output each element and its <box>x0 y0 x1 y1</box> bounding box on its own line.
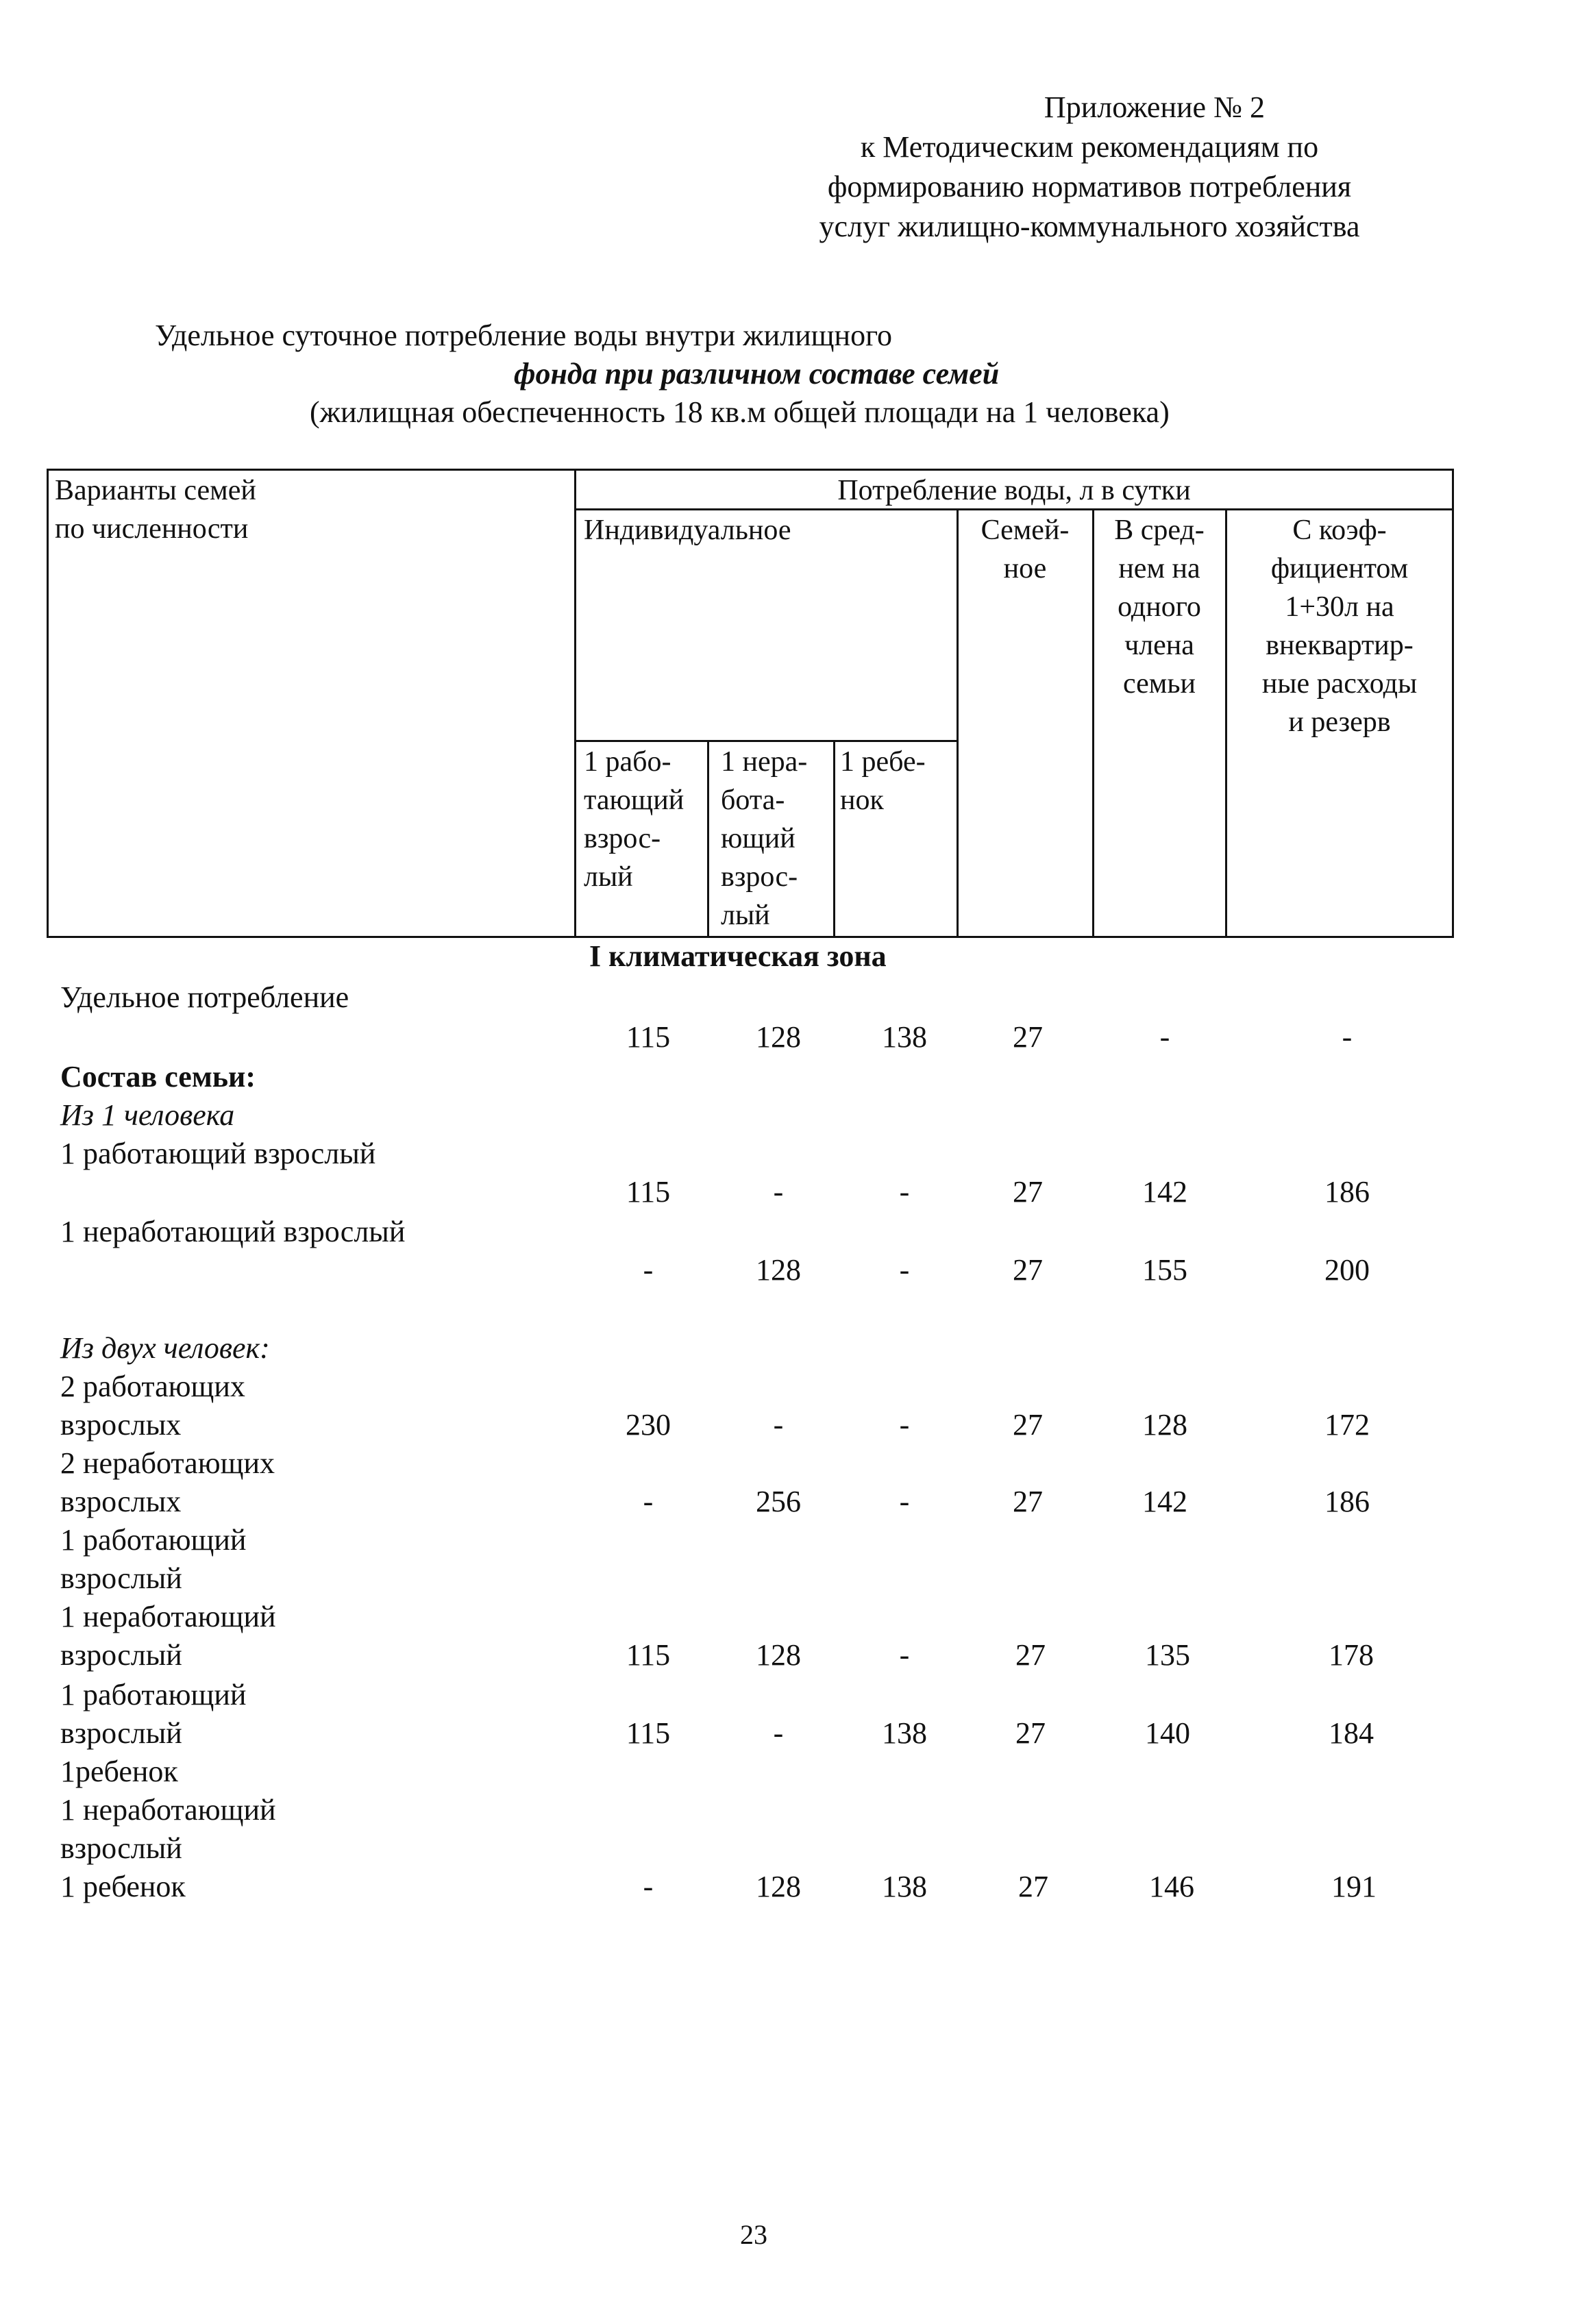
value-average: 135 <box>1145 1638 1190 1672</box>
value-child: - <box>899 1485 910 1518</box>
row-label-cont: взрослых <box>60 1485 182 1518</box>
value-worker: 230 <box>626 1408 671 1442</box>
title-line-1: Удельное суточное потребление воды внутри жилищного <box>155 319 893 352</box>
row-label-cont: 1ребенок <box>60 1755 178 1788</box>
header-individual: Индивидуальное <box>584 515 791 546</box>
row-label: 1 работающий <box>60 1523 247 1557</box>
row-label-cont: взрослый <box>60 1561 182 1595</box>
row-label: 1 неработающий <box>60 1793 276 1827</box>
value-child: - <box>899 1253 910 1287</box>
header-nonworker: 1 нера- бота- ющий взрос- лый <box>721 746 808 931</box>
value-coefficient: 178 <box>1329 1638 1374 1672</box>
title-line-3: (жилищная обеспеченность 18 кв.м общей площади на 1 человека) <box>310 395 1170 429</box>
appendix-line-2: к Методическим рекомендациям по <box>860 130 1319 164</box>
value-coefficient: 184 <box>1329 1716 1374 1750</box>
value-coefficient: 200 <box>1324 1253 1370 1287</box>
header-average: В сред- нем на одного члена семьи <box>1114 515 1205 700</box>
value-coefficient: 186 <box>1324 1175 1370 1209</box>
value-worker: - <box>643 1253 654 1287</box>
value-family: 27 <box>1015 1716 1046 1750</box>
value-worker: - <box>643 1485 654 1518</box>
row-label-cont: взрослых <box>60 1408 182 1442</box>
appendix-note <box>781 88 1398 247</box>
value-child: - <box>899 1638 910 1672</box>
row-label-cont: 1 ребенок <box>60 1870 186 1903</box>
value-child: - <box>899 1175 910 1209</box>
row-label: 1 неработающий взрослый <box>60 1215 406 1248</box>
row-label: 2 неработающих <box>60 1446 275 1480</box>
value-child: 138 <box>882 1716 927 1750</box>
header-coefficient: С коэф- фициентом 1+30л на внеквартир- ные расходы и резерв <box>1261 515 1418 738</box>
row-label-cont: взрослый <box>60 1716 182 1750</box>
value-worker: 115 <box>626 1020 671 1054</box>
value-family: 27 <box>1013 1408 1043 1442</box>
value-average: 146 <box>1149 1870 1194 1903</box>
row-label: 1 работающий взрослый <box>60 1137 376 1170</box>
value-average: 128 <box>1142 1408 1187 1442</box>
composition-heading: Состав семьи: <box>60 1060 256 1093</box>
value-worker: 115 <box>626 1716 671 1750</box>
value-worker: 115 <box>626 1175 671 1209</box>
value-nonworker: 256 <box>756 1485 801 1518</box>
value-family: 27 <box>1013 1175 1043 1209</box>
header-worker: 1 рабо- тающий взрос- лый <box>584 746 684 893</box>
page-number: 23 <box>740 2219 767 2250</box>
header-child: 1 ребе- нок <box>840 746 926 816</box>
header-family: Семей- ное <box>981 515 1070 584</box>
value-nonworker: 128 <box>756 1253 801 1287</box>
value-coefficient: 191 <box>1331 1870 1377 1903</box>
value-average: 140 <box>1145 1716 1190 1750</box>
value-nonworker: 128 <box>756 1638 801 1672</box>
value-average: 155 <box>1142 1253 1187 1287</box>
value-average: 142 <box>1142 1175 1187 1209</box>
appendix-line-1: Приложение № 2 <box>1044 90 1266 124</box>
value-worker: - <box>643 1870 654 1903</box>
value-worker: 115 <box>626 1638 671 1672</box>
appendix-line-3: формированию нормативов потребления <box>827 170 1352 203</box>
climate-zone-heading: I климатическая зона <box>589 939 887 973</box>
row-label-cont: взрослый <box>60 1831 182 1865</box>
value-nonworker: 128 <box>756 1870 801 1903</box>
value-nonworker: 128 <box>756 1020 801 1054</box>
appendix-line-4: услуг жилищно-коммунального хозяйства <box>819 210 1360 243</box>
value-coefficient: 172 <box>1324 1408 1370 1442</box>
value-coefficient: - <box>1342 1020 1353 1054</box>
row-label: 1 работающий <box>60 1678 247 1711</box>
header-variants: Варианты семей по численности <box>55 475 256 545</box>
value-family: 27 <box>1013 1253 1043 1287</box>
value-family: 27 <box>1013 1485 1043 1518</box>
value-family: 27 <box>1013 1020 1043 1054</box>
title-line-2: фонда при различном составе семей <box>514 357 1000 391</box>
value-child: 138 <box>882 1870 927 1903</box>
value-nonworker: - <box>773 1408 784 1442</box>
row-label-cont: взрослый <box>60 1638 182 1672</box>
value-coefficient: 186 <box>1324 1485 1370 1518</box>
value-family: 27 <box>1015 1638 1046 1672</box>
value-average: - <box>1159 1020 1170 1054</box>
value-child: 138 <box>882 1020 927 1054</box>
row-label-cont: 1 неработающий <box>60 1600 276 1633</box>
row-label: 2 работающих <box>60 1370 245 1403</box>
value-average: 142 <box>1142 1485 1187 1518</box>
value-nonworker: - <box>773 1716 784 1750</box>
from-one-heading: Из 1 человека <box>60 1098 235 1132</box>
value-nonworker: - <box>773 1175 784 1209</box>
header-consumption: Потребление воды, л в сутки <box>837 475 1191 506</box>
row-label: Удельное потребление <box>60 980 349 1014</box>
from-two-heading: Из двух человек: <box>60 1331 270 1365</box>
value-child: - <box>899 1408 910 1442</box>
value-family: 27 <box>1018 1870 1048 1903</box>
